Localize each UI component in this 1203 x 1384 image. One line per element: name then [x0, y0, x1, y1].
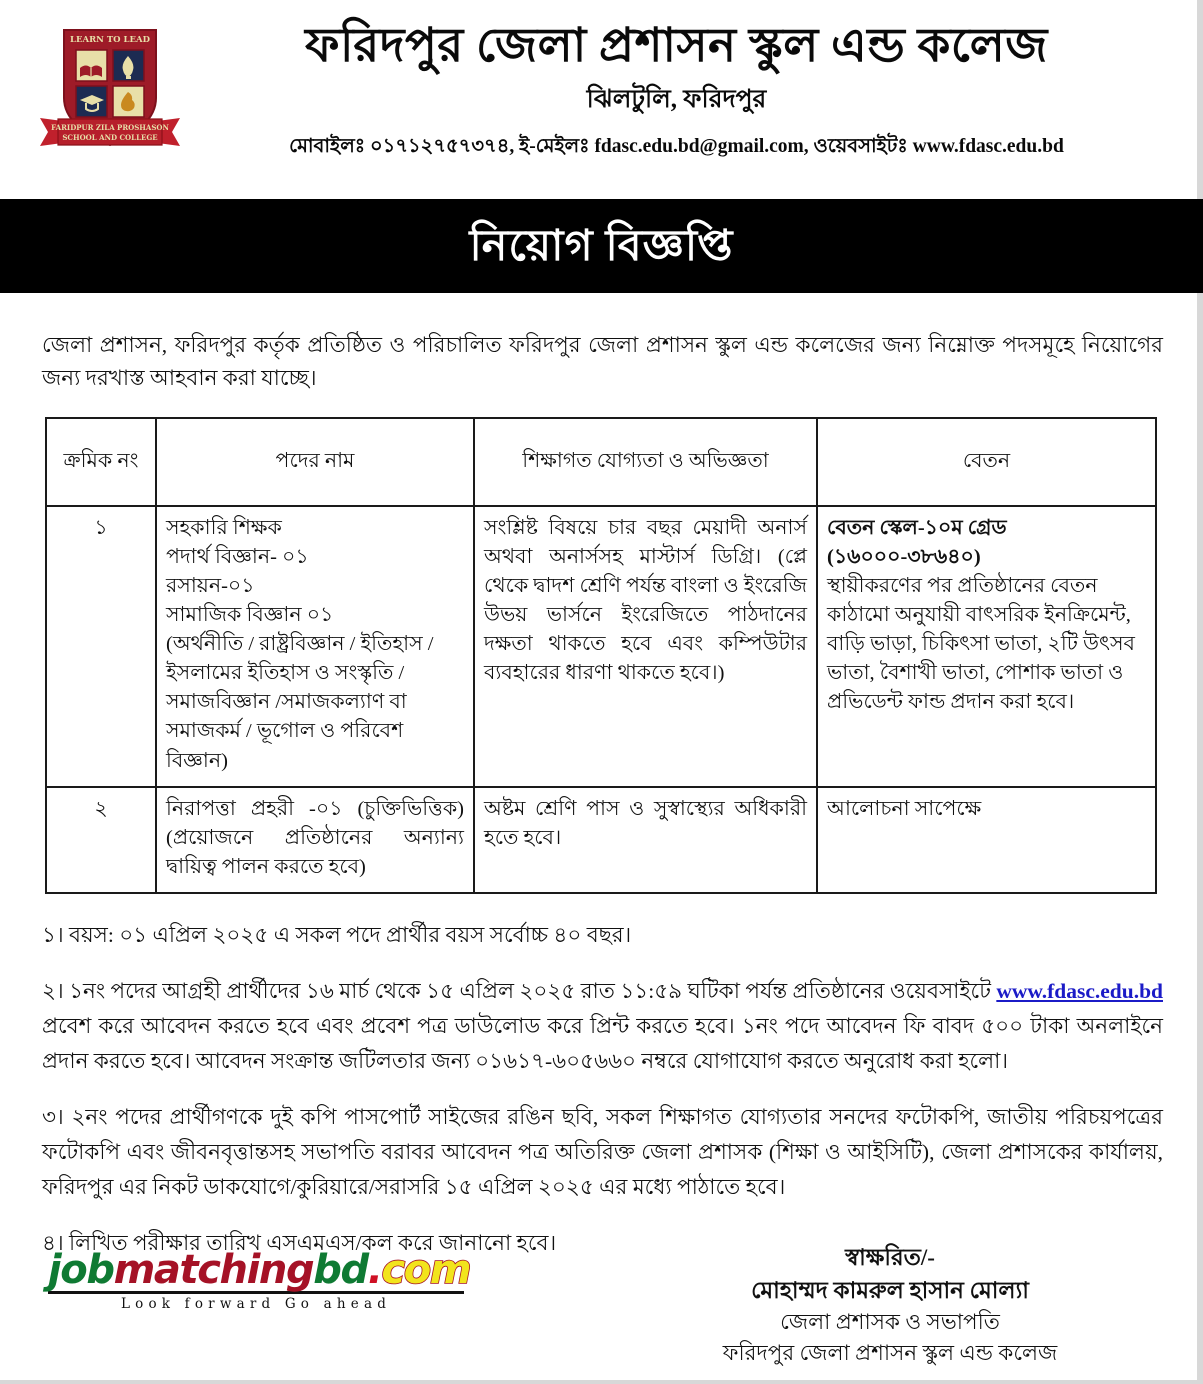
- logo-tagline: Look forward Go ahead: [120, 1296, 392, 1312]
- cell-post-name: নিরাপত্তা প্রহরী -০১ (চুক্তিভিত্তিক) (প্রয়োজনে প্রতিষ্ঠানের অন্যান্য দ্বায়িত্ব পালন করতে হবে): [156, 787, 474, 893]
- logo-part-bd: bd: [313, 1247, 368, 1293]
- col-header-serial: ক্রমিক নং: [46, 418, 156, 506]
- logo-part-com: com: [381, 1247, 471, 1293]
- note-application-process: [42, 974, 1163, 1078]
- cell-qualification: অষ্টম শ্রেণি পাস ও সুস্বাস্থ্যের অধিকারী হতে হবে।: [474, 787, 817, 893]
- note-age-limit: ১। বয়স: ০১ এপ্রিল ২০২৫ এ সকল পদে প্রার্থীর বয়স সর্বোচ্চ ৪০ বছর।: [42, 922, 632, 947]
- signature-block: [620, 1242, 1160, 1368]
- logo-part-dot: .: [367, 1247, 382, 1293]
- post-line: রসায়ন-০১: [166, 574, 255, 597]
- signatory-institution: ফরিদপুর জেলা প্রশাসন স্কুল এন্ড কলেজ: [722, 1340, 1058, 1365]
- cell-salary: আলোচনা সাপেক্ষে: [817, 787, 1156, 893]
- salary-scale-heading: বেতন স্কেল-১০ম গ্রেড: [827, 516, 1007, 539]
- logo-part-matching: matching: [113, 1247, 314, 1293]
- svg-text:SCHOOL AND COLLEGE: SCHOOL AND COLLEGE: [62, 133, 158, 142]
- institution-name: ফরিদপুর জেলা প্রশাসন স্কুল এন্ড কলেজ: [305, 20, 1048, 72]
- notice-body: [0, 293, 1203, 1282]
- col-header-qualification: শিক্ষাগত যোগ্যতা ও অভিজ্ঞতা: [474, 418, 817, 506]
- vacancy-table: [45, 417, 1157, 894]
- notes-list: [42, 918, 1163, 1261]
- salary-benefits: স্থায়ীকরণের পর প্রতিষ্ঠানের বেতন কাঠামো অনুযায়ী বাৎসরিক ইনক্রিমেন্ট, বাড়ি ভাড়া, চিকিৎসা ভাতা, ২টি উৎসব ভাতা, বৈশাখী ভাতা, পোশাক ভাতা ও প্রভিডেন্ট ফান্ড প্রদান করা হবে।: [827, 574, 1135, 714]
- signatory-name: মোহাম্মদ কামরুল হাসান মোল্যা: [751, 1277, 1029, 1303]
- notice-title-bar: [0, 199, 1203, 293]
- post-line: পদার্থ বিজ্ঞান- ০১: [166, 545, 309, 568]
- table-row: [46, 506, 1156, 787]
- salary-range: (১৬০০০-৩৮৬৪০): [827, 545, 981, 568]
- table-row: [46, 787, 1156, 893]
- institution-address: ঝিলটুলি, ফরিদপুর: [586, 85, 767, 113]
- svg-text:LEARN TO LEAD: LEARN TO LEAD: [70, 35, 150, 45]
- cell-serial: ২: [46, 787, 156, 893]
- page-title: নিয়োগ বিজ্ঞপ্তি: [469, 222, 734, 270]
- post-line: সহকারি শিক্ষক: [166, 516, 282, 539]
- note-2-text-before: ২। ১নং পদের আগ্রহী প্রার্থীদের ১৬ মার্চ থেকে ১৫ এপ্রিল ২০২৫ রাত ১১:৫৯ ঘটিকা পর্যন্ত প্রতিষ্ঠানের ওয়েবসাইটে: [42, 979, 997, 1004]
- school-crest-logo: [34, 14, 186, 156]
- institution-contact-line: মোবাইলঃ ০১৭১২৭৫৭৩৭৪, ই-মেইলঃ fdasc.edu.bd@gmail.com, ওয়েবসাইটঃ www.fdasc.edu.bd: [289, 135, 1064, 157]
- table-header-row: [46, 418, 1156, 506]
- letterhead-text: [186, 20, 1167, 164]
- cell-qualification: সংশ্লিষ্ট বিষয়ে চার বছর মেয়াদী অনার্স অথবা অনার্সসহ মাস্টার্স ডিগ্রি। (প্লে থেকে দ্বাদশ শ্রেণি পর্যন্ত বাংলা ও ইংরেজি উভয় ভার্সনে ইংরেজিতে পাঠদানের দক্ষতা থাকতে হবে এবং কম্পিউটার ব্যবহারের ধারণা থাকতে হবে।): [474, 506, 817, 787]
- note-2-text-after: প্রবেশ করে আবেদন করতে হবে এবং প্রবেশ পত্র ডাউলোড করে প্রিন্ট করতে হবে। ১নং পদে আবেদন ফি বাবদ ৫০০ টাকা অনলাইনে প্রদান করতে হবে। আবেদন সংক্রান্ত জটিলতার জন্য ০১৬১৭-৬০৫৬৬০ নম্বরে যোগাযোগ করতে অনুরোধ করা হলো।: [42, 1014, 1163, 1073]
- letterhead: [0, 0, 1197, 188]
- jobmatchingbd-wordmark: [48, 1247, 488, 1293]
- post-line: সামাজিক বিজ্ঞান ০১: [166, 603, 334, 626]
- logo-part-job: job: [48, 1247, 114, 1293]
- fdasc-website-link[interactable]: www.fdasc.edu.bd: [996, 979, 1163, 1004]
- note-exam-date: ৪। লিখিত পরীক্ষার তারিখ এসএমএস/কল করে জানানো হবে।: [42, 1231, 557, 1256]
- cell-serial: ১: [46, 506, 156, 787]
- signature-label: স্বাক্ষরিত/-: [845, 1245, 935, 1270]
- footer: [0, 1240, 1203, 1380]
- signatory-designation: জেলা প্রশাসক ও সভাপতি: [780, 1310, 1000, 1335]
- cell-post-name: [156, 506, 474, 787]
- intro-paragraph: জেলা প্রশাসন, ফরিদপুর কর্তৃক প্রতিষ্ঠিত ও পরিচালিত ফরিদপুর জেলা প্রশাসন স্কুল এন্ড কলেজের জন্য নিম্নোক্ত পদসমূহে নিয়োগের জন্য দরখাস্ত আহবান করা যাচ্ছে।: [42, 333, 1163, 391]
- col-header-salary: বেতন: [817, 418, 1156, 506]
- col-header-post-name: পদের নাম: [156, 418, 474, 506]
- jobmatchingbd-watermark-logo: [48, 1247, 488, 1312]
- cell-salary: [817, 506, 1156, 787]
- svg-text:FARIDPUR ZILA PROSHASON: FARIDPUR ZILA PROSHASON: [51, 123, 169, 132]
- note-documents-submission: ৩। ২নং পদের প্রার্থীগণকে দুই কপি পাসপোর্ট সাইজের রঙিন ছবি, সকল শিক্ষাগত যোগ্যতার সনদের ফটোকপি, জাতীয় পরিচয়পত্রের ফটোকপি এবং জীবনবৃত্তান্তসহ সভাপতি বরাবর আবেদন পত্র অতিরিক্ত জেলা প্রশাসক (শিক্ষা ও আইসিটি), জেলা প্রশাসকের কার্যালয়, ফরিদপুর এর নিকট ডাকযোগে/কুরিয়ারে/সরাসরি ১৫ এপ্রিল ২০২৫ এর মধ্যে পাঠাতে হবে।: [42, 1105, 1163, 1199]
- post-subjects: (অর্থনীতি / রাষ্ট্রবিজ্ঞান / ইতিহাস / ইসলামের ইতিহাস ও সংস্কৃতি / সমাজবিজ্ঞান /সমাজকল্যাণ বা সমাজকর্ম / ভূগোল ও পরিবেশ বিজ্ঞান): [166, 633, 434, 772]
